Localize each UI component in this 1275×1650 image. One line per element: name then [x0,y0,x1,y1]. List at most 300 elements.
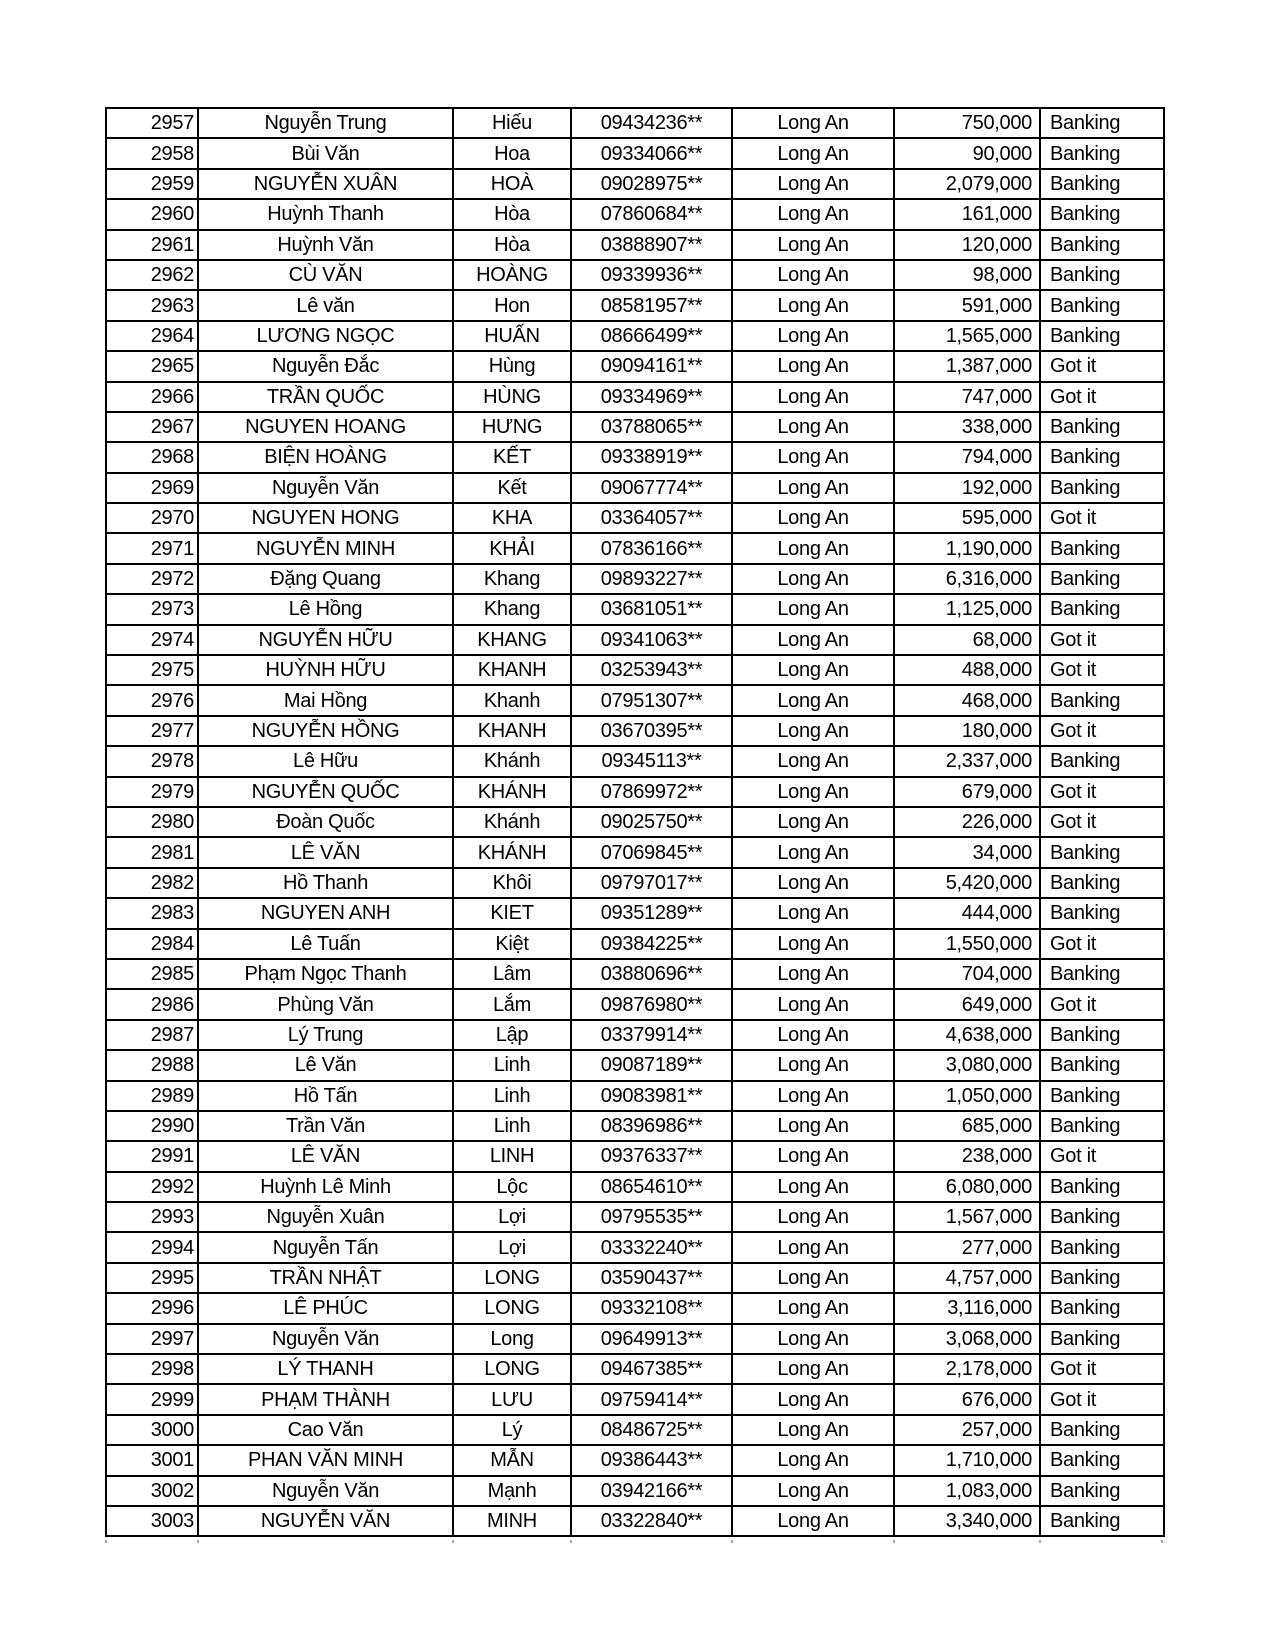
cell-last-middle-name: Nguyễn Tấn [198,1232,453,1262]
cell-last-middle-name: NGUYỄN HỒNG [198,716,453,746]
table-row [106,1081,1164,1111]
cell-province: Long An [732,1354,894,1384]
cell-phone-masked: 08396986** [571,1111,732,1141]
cell-phone-masked: 09876980** [571,989,732,1019]
cell-phone-masked: 03332240** [571,1232,732,1262]
table-row [106,807,1164,837]
cell-status: Banking [1040,959,1164,989]
table-row [106,1354,1164,1384]
cell-status: Banking [1040,564,1164,594]
cell-phone-masked: 08666499** [571,321,732,351]
cell-status: Banking [1040,594,1164,624]
cell-row-number: 2965 [106,351,198,381]
cell-last-middle-name: LÊ VĂN [198,837,453,867]
cell-amount: 591,000 [894,290,1040,320]
table-row [106,1020,1164,1050]
table-row [106,260,1164,290]
cell-amount: 180,000 [894,716,1040,746]
cell-amount: 192,000 [894,473,1040,503]
cell-status: Banking [1040,290,1164,320]
cell-first-name: Khang [453,564,571,594]
cell-last-middle-name: Bùi Văn [198,138,453,168]
cell-last-middle-name: Cao Văn [198,1415,453,1445]
cell-status: Banking [1040,1202,1164,1232]
cell-province: Long An [732,959,894,989]
cell-last-middle-name: HUỲNH HỮU [198,655,453,685]
cell-row-number: 3001 [106,1445,198,1475]
cell-province: Long An [732,1081,894,1111]
cell-phone-masked: 07069845** [571,837,732,867]
cell-row-number: 2972 [106,564,198,594]
cell-province: Long An [732,290,894,320]
cell-province: Long An [732,837,894,867]
cell-row-number: 2958 [106,138,198,168]
cell-first-name: Linh [453,1050,571,1080]
cell-status: Banking [1040,837,1164,867]
cell-status: Banking [1040,169,1164,199]
cell-phone-masked: 09345113** [571,746,732,776]
cell-province: Long An [732,108,894,138]
cell-row-number: 2966 [106,382,198,412]
table-row [106,716,1164,746]
cell-amount: 444,000 [894,898,1040,928]
cell-last-middle-name: PHẠM THÀNH [198,1384,453,1414]
cell-first-name: KHANH [453,716,571,746]
cell-amount: 98,000 [894,260,1040,290]
cell-first-name: Lý [453,1415,571,1445]
cell-phone-masked: 03590437** [571,1263,732,1293]
cell-phone-masked: 03888907** [571,230,732,260]
cell-row-number: 3000 [106,1415,198,1445]
cell-phone-masked: 09759414** [571,1384,732,1414]
cell-status: Banking [1040,442,1164,472]
table-row [106,746,1164,776]
cell-last-middle-name: Nguyễn Văn [198,1476,453,1506]
cell-amount: 338,000 [894,412,1040,442]
cell-first-name: KHÁNH [453,777,571,807]
cell-row-number: 2990 [106,1111,198,1141]
cell-last-middle-name: Hồ Tấn [198,1081,453,1111]
cell-phone-masked: 09386443** [571,1445,732,1475]
cell-amount: 226,000 [894,807,1040,837]
cell-last-middle-name: LƯƠNG NGỌC [198,321,453,351]
cell-province: Long An [732,412,894,442]
cell-province: Long An [732,1050,894,1080]
cell-status: Banking [1040,1172,1164,1202]
cell-amount: 277,000 [894,1232,1040,1262]
cell-amount: 4,638,000 [894,1020,1040,1050]
cell-province: Long An [732,169,894,199]
cell-province: Long An [732,1476,894,1506]
cell-last-middle-name: NGUYỄN HỮU [198,625,453,655]
cell-first-name: Hoa [453,138,571,168]
cell-last-middle-name: Huỳnh Lê Minh [198,1172,453,1202]
cell-row-number: 2985 [106,959,198,989]
cell-phone-masked: 08654610** [571,1172,732,1202]
cell-phone-masked: 09649913** [571,1324,732,1354]
cell-row-number: 2983 [106,898,198,928]
cell-amount: 2,337,000 [894,746,1040,776]
cell-status: Banking [1040,1476,1164,1506]
cell-first-name: HUẤN [453,321,571,351]
cell-status: Banking [1040,412,1164,442]
cell-last-middle-name: LÊ VĂN [198,1141,453,1171]
cell-amount: 468,000 [894,685,1040,715]
cell-row-number: 2987 [106,1020,198,1050]
cell-row-number: 2962 [106,260,198,290]
cell-province: Long An [732,1506,894,1536]
cell-row-number: 2977 [106,716,198,746]
cell-amount: 1,083,000 [894,1476,1040,1506]
cell-amount: 1,125,000 [894,594,1040,624]
cell-status: Banking [1040,1324,1164,1354]
cell-phone-masked: 07836166** [571,533,732,563]
cell-province: Long An [732,989,894,1019]
cell-first-name: KHANG [453,625,571,655]
cell-last-middle-name: LÊ PHÚC [198,1293,453,1323]
table-row [106,989,1164,1019]
cell-first-name: Lợi [453,1202,571,1232]
cell-first-name: Hòa [453,230,571,260]
table-row [106,625,1164,655]
cell-amount: 1,550,000 [894,929,1040,959]
cell-status: Banking [1040,230,1164,260]
cell-phone-masked: 09893227** [571,564,732,594]
cell-first-name: KIET [453,898,571,928]
cell-row-number: 2969 [106,473,198,503]
table-row [106,533,1164,563]
cell-row-number: 2976 [106,685,198,715]
table-row [106,412,1164,442]
cell-first-name: Hiếu [453,108,571,138]
cell-first-name: Lâm [453,959,571,989]
cell-row-number: 2974 [106,625,198,655]
cell-row-number: 2997 [106,1324,198,1354]
cell-phone-masked: 03788065** [571,412,732,442]
cell-province: Long An [732,199,894,229]
cell-phone-masked: 09083981** [571,1081,732,1111]
cell-province: Long An [732,473,894,503]
cell-amount: 5,420,000 [894,868,1040,898]
cell-first-name: Hon [453,290,571,320]
cell-phone-masked: 09376337** [571,1141,732,1171]
cell-province: Long An [732,594,894,624]
cell-row-number: 3003 [106,1506,198,1536]
cell-province: Long An [732,1384,894,1414]
cell-row-number: 2994 [106,1232,198,1262]
cell-province: Long An [732,1445,894,1475]
table-row [106,959,1164,989]
cell-amount: 679,000 [894,777,1040,807]
cell-phone-masked: 07860684** [571,199,732,229]
cell-last-middle-name: TRẦN NHẬT [198,1263,453,1293]
cell-status: Got it [1040,1141,1164,1171]
cell-first-name: LINH [453,1141,571,1171]
cell-status: Banking [1040,1263,1164,1293]
cell-status: Got it [1040,655,1164,685]
cell-amount: 6,316,000 [894,564,1040,594]
cell-province: Long An [732,321,894,351]
cell-last-middle-name: Nguyễn Văn [198,473,453,503]
table-row [106,1111,1164,1141]
cell-amount: 649,000 [894,989,1040,1019]
cell-last-middle-name: Phạm Ngọc Thanh [198,959,453,989]
table-row [106,868,1164,898]
cell-first-name: Khanh [453,685,571,715]
cell-first-name: KHÁNH [453,837,571,867]
table-row [106,1172,1164,1202]
cell-first-name: Mạnh [453,1476,571,1506]
cell-row-number: 2960 [106,199,198,229]
cell-phone-masked: 03942166** [571,1476,732,1506]
cell-province: Long An [732,1263,894,1293]
cell-amount: 1,050,000 [894,1081,1040,1111]
cell-first-name: LONG [453,1293,571,1323]
cell-amount: 1,387,000 [894,351,1040,381]
cell-amount: 90,000 [894,138,1040,168]
cell-last-middle-name: Lê văn [198,290,453,320]
cell-amount: 1,567,000 [894,1202,1040,1232]
cell-first-name: LONG [453,1263,571,1293]
cell-province: Long An [732,1141,894,1171]
cell-amount: 676,000 [894,1384,1040,1414]
cell-province: Long An [732,1111,894,1141]
cell-last-middle-name: BIỆN HOÀNG [198,442,453,472]
cell-status: Banking [1040,746,1164,776]
cell-last-middle-name: Đoàn Quốc [198,807,453,837]
cell-province: Long An [732,929,894,959]
table-row [106,169,1164,199]
cell-amount: 3,068,000 [894,1324,1040,1354]
cell-status: Banking [1040,108,1164,138]
cell-row-number: 2991 [106,1141,198,1171]
cell-first-name: KHẢI [453,533,571,563]
cell-amount: 68,000 [894,625,1040,655]
cell-row-number: 2996 [106,1293,198,1323]
cell-first-name: KHANH [453,655,571,685]
cell-first-name: Lộc [453,1172,571,1202]
cell-phone-masked: 09339936** [571,260,732,290]
cell-status: Got it [1040,382,1164,412]
cell-first-name: Linh [453,1111,571,1141]
table-row [106,1445,1164,1475]
cell-first-name: LƯU [453,1384,571,1414]
cell-province: Long An [732,442,894,472]
cell-row-number: 2963 [106,290,198,320]
table-row [106,321,1164,351]
cell-province: Long An [732,655,894,685]
cell-status: Banking [1040,898,1164,928]
cell-row-number: 2986 [106,989,198,1019]
cell-status: Banking [1040,1111,1164,1141]
cell-phone-masked: 09797017** [571,868,732,898]
cell-row-number: 2998 [106,1354,198,1384]
cell-phone-masked: 07869972** [571,777,732,807]
cell-phone-masked: 09351289** [571,898,732,928]
cell-province: Long An [732,1172,894,1202]
cell-first-name: Hùng [453,351,571,381]
cell-province: Long An [732,1415,894,1445]
cell-row-number: 2975 [106,655,198,685]
cell-province: Long An [732,260,894,290]
cell-first-name: Kiệt [453,929,571,959]
cell-first-name: Linh [453,1081,571,1111]
table-row [106,1141,1164,1171]
cell-first-name: KHA [453,503,571,533]
cell-first-name: Kết [453,473,571,503]
cell-phone-masked: 03364057** [571,503,732,533]
cell-last-middle-name: NGUYEN HOANG [198,412,453,442]
cell-province: Long An [732,382,894,412]
cell-status: Banking [1040,1050,1164,1080]
cell-last-middle-name: Nguyễn Đắc [198,351,453,381]
cell-province: Long An [732,230,894,260]
table-row [106,1415,1164,1445]
cell-status: Banking [1040,1415,1164,1445]
cell-first-name: HƯNG [453,412,571,442]
cell-row-number: 2964 [106,321,198,351]
cell-last-middle-name: Nguyễn Xuân [198,1202,453,1232]
cell-last-middle-name: NGUYỄN QUỐC [198,777,453,807]
cell-province: Long An [732,625,894,655]
cell-phone-masked: 09332108** [571,1293,732,1323]
cell-row-number: 2973 [106,594,198,624]
cell-phone-masked: 09334066** [571,138,732,168]
cell-province: Long An [732,138,894,168]
table-row [106,1050,1164,1080]
cell-status: Banking [1040,1293,1164,1323]
cell-row-number: 2980 [106,807,198,837]
cell-row-number: 2959 [106,169,198,199]
table-row [106,382,1164,412]
cell-row-number: 2979 [106,777,198,807]
cell-phone-masked: 03681051** [571,594,732,624]
table-row [106,199,1164,229]
cell-province: Long An [732,868,894,898]
cell-first-name: Lập [453,1020,571,1050]
cell-amount: 3,116,000 [894,1293,1040,1323]
cell-province: Long An [732,351,894,381]
cell-amount: 794,000 [894,442,1040,472]
cell-province: Long An [732,1202,894,1232]
cell-status: Got it [1040,1354,1164,1384]
cell-status: Banking [1040,1081,1164,1111]
cell-row-number: 2992 [106,1172,198,1202]
table-row [106,898,1164,928]
cell-first-name: Long [453,1324,571,1354]
cell-row-number: 2999 [106,1384,198,1414]
cell-first-name: Khánh [453,746,571,776]
cell-province: Long An [732,1293,894,1323]
table-row [106,442,1164,472]
cell-status: Banking [1040,473,1164,503]
cell-last-middle-name: Hồ Thanh [198,868,453,898]
table-row [106,503,1164,533]
cell-status: Got it [1040,625,1164,655]
cell-status: Got it [1040,777,1164,807]
table-row [106,1476,1164,1506]
cell-phone-masked: 03880696** [571,959,732,989]
cell-last-middle-name: Trần Văn [198,1111,453,1141]
cell-phone-masked: 03322840** [571,1506,732,1536]
cell-last-middle-name: Lê Tuấn [198,929,453,959]
table-row [106,929,1164,959]
cell-last-middle-name: Huỳnh Văn [198,230,453,260]
cell-province: Long An [732,503,894,533]
table-row [106,1506,1164,1536]
cell-amount: 34,000 [894,837,1040,867]
cell-row-number: 2971 [106,533,198,563]
table-row [106,1202,1164,1232]
cell-last-middle-name: NGUYỄN XUÂN [198,169,453,199]
cell-status: Got it [1040,929,1164,959]
cell-phone-masked: 03379914** [571,1020,732,1050]
cell-amount: 2,079,000 [894,169,1040,199]
cell-status: Banking [1040,138,1164,168]
cell-status: Got it [1040,503,1164,533]
cell-first-name: Lợi [453,1232,571,1262]
cell-last-middle-name: NGUYEN ANH [198,898,453,928]
cell-amount: 750,000 [894,108,1040,138]
cell-first-name: MẪN [453,1445,571,1475]
table-row [106,685,1164,715]
cell-province: Long An [732,898,894,928]
cell-last-middle-name: Lê Hữu [198,746,453,776]
cell-status: Got it [1040,807,1164,837]
cell-row-number: 2981 [106,837,198,867]
cell-row-number: 2995 [106,1263,198,1293]
cell-row-number: 2989 [106,1081,198,1111]
cell-row-number: 2967 [106,412,198,442]
cell-row-number: 2961 [106,230,198,260]
cell-last-middle-name: NGUYEN HONG [198,503,453,533]
cell-row-number: 2957 [106,108,198,138]
cell-phone-masked: 09341063** [571,625,732,655]
cell-first-name: KẾT [453,442,571,472]
cell-last-middle-name: LÝ THANH [198,1354,453,1384]
cell-status: Banking [1040,321,1164,351]
cell-phone-masked: 09434236** [571,108,732,138]
cell-amount: 704,000 [894,959,1040,989]
cell-phone-masked: 03253943** [571,655,732,685]
cell-last-middle-name: Nguyễn Trung [198,108,453,138]
cell-first-name: LONG [453,1354,571,1384]
cell-phone-masked: 07951307** [571,685,732,715]
table-row [106,837,1164,867]
cell-status: Banking [1040,685,1164,715]
cell-province: Long An [732,533,894,563]
cell-status: Banking [1040,868,1164,898]
cell-amount: 6,080,000 [894,1172,1040,1202]
cell-amount: 2,178,000 [894,1354,1040,1384]
cell-last-middle-name: CÙ VĂN [198,260,453,290]
cell-status: Banking [1040,199,1164,229]
cell-row-number: 2978 [106,746,198,776]
cell-province: Long An [732,564,894,594]
cell-last-middle-name: Lê Hồng [198,594,453,624]
cell-status: Got it [1040,1384,1164,1414]
cell-province: Long An [732,746,894,776]
cell-first-name: MINH [453,1506,571,1536]
cell-province: Long An [732,685,894,715]
cell-province: Long An [732,1324,894,1354]
table-row [106,1324,1164,1354]
cell-amount: 1,565,000 [894,321,1040,351]
cell-phone-masked: 09067774** [571,473,732,503]
cell-phone-masked: 08581957** [571,290,732,320]
cell-first-name: Hòa [453,199,571,229]
table-row [106,777,1164,807]
